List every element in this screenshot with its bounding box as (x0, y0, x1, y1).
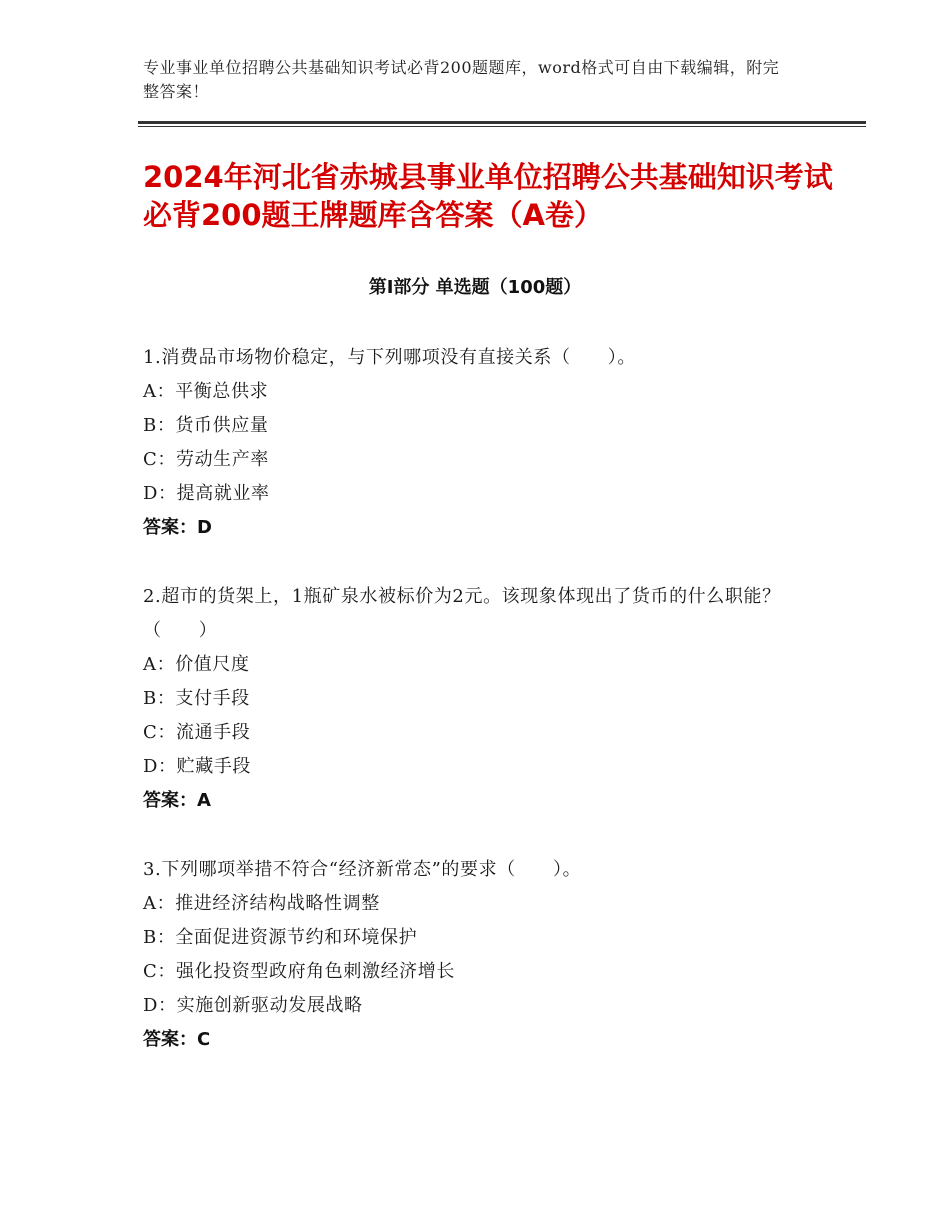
option-a: A：推进经济结构战略性调整 (143, 893, 380, 914)
answer: 答案：C (143, 1029, 211, 1050)
option-b: B：全面促进资源节约和环境保护 (143, 927, 418, 948)
option-d: D：贮藏手段 (143, 756, 252, 777)
option-c: C：强化投资型政府角色刺激经济增长 (143, 961, 455, 982)
option-d: D：提高就业率 (143, 483, 270, 504)
question-1 (143, 341, 823, 545)
header-note: 专业事业单位招聘公共基础知识考试必背200题题库，word格式可自由下载编辑，附完整答案！ (143, 58, 780, 101)
option-a: A：价值尺度 (143, 654, 250, 675)
question-stem: 2.超市的货架上，1瓶矿泉水被标价为2元。该现象体现出了货币的什么职能？（ ） (143, 586, 781, 641)
question-stem: 1.消费品市场物价稳定，与下列哪项没有直接关系（ ）。 (143, 347, 636, 368)
question-3 (143, 853, 823, 1057)
question-stem: 3.下列哪项举措不符合“经济新常态”的要求（ ）。 (143, 859, 582, 880)
answer: 答案：D (143, 517, 212, 538)
option-d: D：实施创新驱动发展战略 (143, 995, 363, 1016)
option-b: B：支付手段 (143, 688, 250, 709)
option-a: A：平衡总供求 (143, 381, 269, 402)
header-rule-thin (138, 126, 866, 127)
option-b: B：货币供应量 (143, 415, 269, 436)
option-c: C：流通手段 (143, 722, 251, 743)
option-c: C：劳动生产率 (143, 449, 269, 470)
header-rule-thick (138, 121, 866, 124)
answer: 答案：A (143, 790, 211, 811)
section-title: 第Ⅰ部分 单选题（100题） (368, 277, 582, 298)
question-2 (143, 580, 823, 818)
document-title: 2024年河北省赤城县事业单位招聘公共基础知识考试必背200题王牌题库含答案（A卷） (143, 160, 833, 232)
